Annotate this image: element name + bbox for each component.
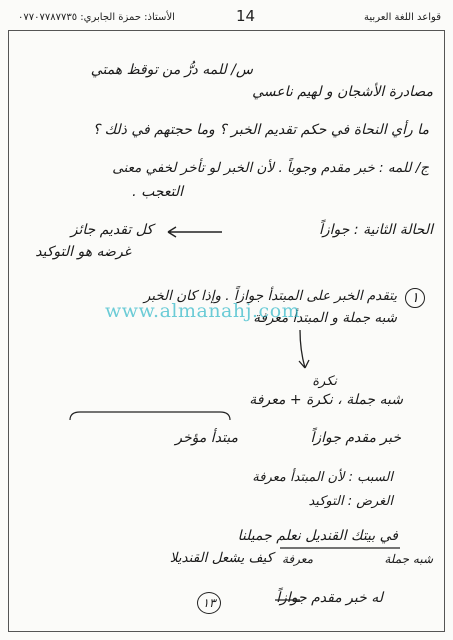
case-two-note-2: غرضه هو التوكيد — [35, 244, 131, 260]
arrow-case-two — [168, 227, 222, 237]
rule-number-circle: ١ — [405, 288, 425, 308]
circled-number: ١٣ — [197, 592, 221, 614]
example-result: له خبر مقدم جوازاً — [276, 590, 383, 606]
question-example-line-1: س/ للمه درُّ من توقظ همتي — [90, 62, 253, 78]
rule-line-2: شبه جملة و المبتدأ معرفة — [253, 310, 397, 326]
answer-line-1: ج/ للمه : خبر مقدم وجوباً . لأن الخبر لو تأخر لخفي معنى — [112, 160, 429, 176]
brace-formula — [70, 412, 230, 420]
question-text: ما رأي النحاة في حكم تقديم الخبر ؟ وما حجتهم في ذلك ؟ — [92, 122, 429, 138]
reason-line: السبب : لأن المبتدأ معرفة — [252, 470, 393, 485]
teacher-info: الأستاذ: حمزة الجابري: ٠٧٧٠٧٧٨٧٧٣٥ — [18, 12, 175, 23]
label-khabar: خبر مقدم جوازاً — [310, 430, 401, 446]
arrow-to-nakira — [299, 330, 309, 368]
nakira-label: نكرة — [312, 374, 337, 389]
formula-line: شبه جملة ، نكرة + معرفة — [249, 392, 403, 408]
example-line: في بيتك القنديل نعلم جميلنا — [237, 528, 398, 544]
case-two-title: الحالة الثانية : جوازاً — [319, 222, 433, 238]
label-mubtada: مبتدأ مؤخر — [175, 430, 238, 446]
case-two-note-1: كل تقديم جائز — [70, 222, 153, 238]
question-example-line-2: مصادرة الأشجان و لهيم ناعسي — [252, 84, 433, 100]
example-label-3: كيف يشعل القنديلا — [169, 550, 273, 566]
example-label-2: معرفة — [281, 552, 313, 566]
purpose-line: الغرض : التوكيد — [308, 494, 393, 509]
watermark: www.almanahj.com — [105, 300, 301, 322]
example-label-1: شبه جملة — [384, 552, 433, 566]
page-number: 14 — [236, 7, 256, 25]
rule-line-1: يتقدم الخبر على المبتدأ جوازاً . وإذا كان الخبر — [143, 288, 397, 304]
answer-line-2: التعجب . — [132, 184, 183, 200]
subject-title: قواعد اللغة العربية — [364, 12, 441, 23]
